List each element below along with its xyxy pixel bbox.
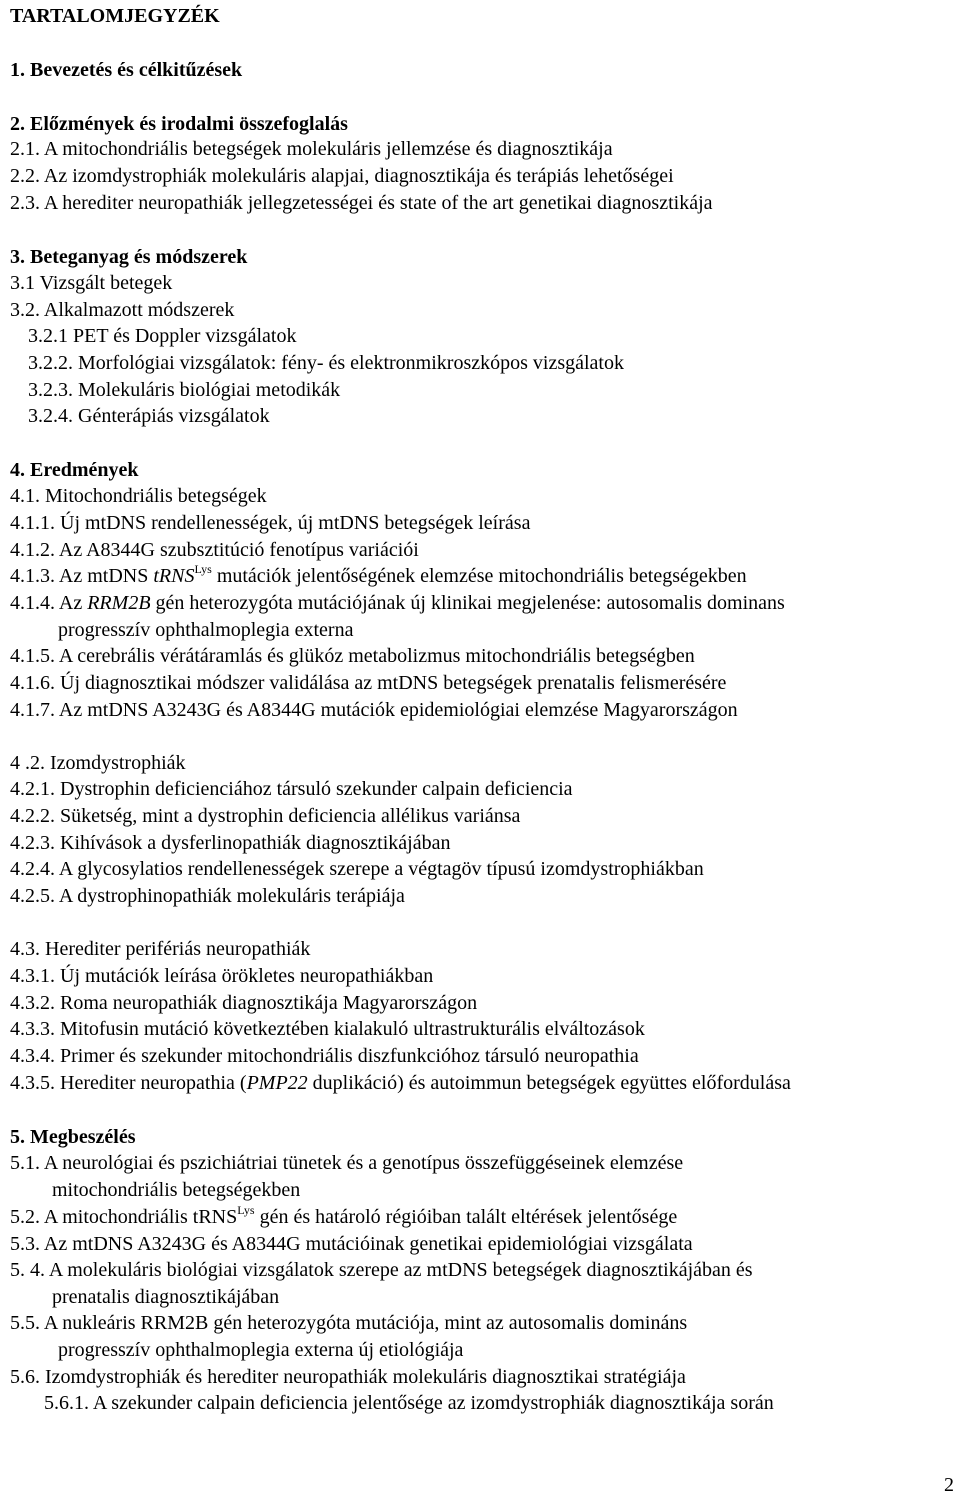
- toc-entry-4-1-3[interactable]: [10, 564, 747, 588]
- toc-entry-3-2[interactable]: 3.2. Alkalmazott módszerek: [10, 299, 235, 321]
- gene-name: tRNS: [153, 565, 195, 587]
- entry-text: 4.1.4. Az: [10, 592, 88, 614]
- toc-entry-4-1-7[interactable]: 4.1.7. Az mtDNS A3243G és A8344G mutációk epidemiológiai elemzése Magyarországon: [10, 699, 738, 721]
- toc-entry-3-2-2[interactable]: 3.2.2. Morfológiai vizsgálatok: fény- és elektronmikroszkópos vizsgálatok: [28, 352, 624, 374]
- toc-entry-3-2-1[interactable]: 3.2.1 PET és Doppler vizsgálatok: [28, 325, 297, 347]
- entry-text: duplikáció) és autoimmun betegségek együttes előfordulása: [307, 1072, 791, 1094]
- toc-entry-4-3-5[interactable]: [10, 1071, 791, 1095]
- toc-entry-5-3[interactable]: 5.3. Az mtDNS A3243G és A8344G mutációinak genetikai epidemiológiai vizsgálata: [10, 1233, 693, 1255]
- entry-text: 5.2. A mitochondriális tRNS: [10, 1206, 238, 1228]
- toc-entry-4[interactable]: 4. Eredmények: [10, 459, 139, 481]
- toc-entry-4-2-2[interactable]: 4.2.2. Süketség, mint a dystrophin deficiencia allélikus variánsa: [10, 805, 521, 827]
- toc-entry-3[interactable]: 3. Beteganyag és módszerek: [10, 246, 248, 268]
- toc-entry-4-3-4[interactable]: 4.3.4. Primer és szekunder mitochondriális diszfunkcióhoz társuló neuropathia: [10, 1045, 639, 1067]
- toc-entry-5-5[interactable]: 5.5. A nukleáris RRM2B gén heterozygóta mutációja, mint az autosomalis domináns: [10, 1312, 688, 1334]
- toc-entry-4-2-5[interactable]: 4.2.5. A dystrophinopathiák molekuláris terápiája: [10, 885, 405, 907]
- entry-text: gén heterozygóta mutációjának új klinikai megjelenése: autosomalis dominans: [150, 592, 785, 614]
- page-number: 2: [944, 1474, 954, 1496]
- toc-entry-3-2-4[interactable]: 3.2.4. Génterápiás vizsgálatok: [28, 405, 270, 427]
- toc-entry-4-1-2[interactable]: 4.1.2. Az A8344G szubsztitúció fenotípus variációi: [10, 539, 419, 561]
- toc-entry-4-3-2[interactable]: 4.3.2. Roma neuropathiák diagnosztikája Magyarországon: [10, 992, 478, 1014]
- toc-entry-4-1-1[interactable]: 4.1.1. Új mtDNS rendellenességek, új mtDNS betegségek leírása: [10, 512, 531, 534]
- toc-entry-4-1-4-cont[interactable]: progresszív ophthalmoplegia externa: [58, 619, 354, 641]
- toc-entry-5[interactable]: 5. Megbeszélés: [10, 1126, 136, 1148]
- toc-entry-4-3-1[interactable]: 4.3.1. Új mutációk leírása örökletes neuropathiákban: [10, 965, 434, 987]
- toc-entry-3-2-3[interactable]: 3.2.3. Molekuláris biológiai metodikák: [28, 379, 341, 401]
- toc-entry-1[interactable]: 1. Bevezetés és célkitűzések: [10, 59, 243, 81]
- gene-name: RRM2B: [87, 592, 151, 614]
- toc-entry-4-3[interactable]: 4.3. Herediter perifériás neuropathiák: [10, 938, 311, 960]
- entry-text: gén és határoló régióiban talált eltérések jelentősége: [254, 1206, 678, 1228]
- toc-entry-5-6[interactable]: 5.6. Izomdystrophiák és herediter neuropathiák molekuláris diagnosztikai stratégiája: [10, 1366, 686, 1388]
- toc-entry-5-5-cont[interactable]: progresszív ophthalmoplegia externa új etiológiája: [58, 1339, 464, 1361]
- entry-text: 4.3.5. Herediter neuropathia (: [10, 1072, 247, 1094]
- toc-entry-2-3[interactable]: 2.3. A herediter neuropathiák jellegzetességei és state of the art genetikai diagnosztikája: [10, 192, 713, 214]
- toc-entry-5-6-1[interactable]: 5.6.1. A szekunder calpain deficiencia jelentősége az izomdystrophiák diagnosztikája során: [44, 1392, 774, 1414]
- toc-entry-4-1-4[interactable]: [10, 591, 785, 615]
- toc-entry-4-2-1[interactable]: 4.2.1. Dystrophin deficienciához társuló szekunder calpain deficiencia: [10, 778, 573, 800]
- toc-entry-5-4[interactable]: 5. 4. A molekuláris biológiai vizsgálatok szerepe az mtDNS betegségek diagnosztikájában és: [10, 1259, 753, 1281]
- entry-text: mutációk jelentőségének elemzése mitochondriális betegségekben: [211, 565, 747, 587]
- toc-entry-5-1[interactable]: 5.1. A neurológiai és pszichiátriai tünetek és a genotípus összefüggéseinek elemzése: [10, 1152, 684, 1174]
- entry-text: 4.1.3. Az mtDNS: [10, 565, 154, 587]
- toc-entry-5-2[interactable]: [10, 1205, 677, 1229]
- toc-entry-4-3-3[interactable]: 4.3.3. Mitofusin mutáció következtében kialakuló ultrastrukturális elváltozások: [10, 1018, 645, 1040]
- toc-entry-4-2[interactable]: 4 .2. Izomdystrophiák: [10, 752, 186, 774]
- toc-entry-2[interactable]: 2. Előzmények és irodalmi összefoglalás: [10, 113, 348, 135]
- toc-entry-4-2-4[interactable]: 4.2.4. A glycosylatios rendellenességek szerepe a végtagöv típusú izomdystrophiákban: [10, 858, 704, 880]
- toc-entry-2-2[interactable]: 2.2. Az izomdystrophiák molekuláris alapjai, diagnosztikája és terápiás lehetőségei: [10, 165, 674, 187]
- toc-entry-4-1-6[interactable]: 4.1.6. Új diagnosztikai módszer validálása az mtDNS betegségek prenatalis felismerésére: [10, 672, 727, 694]
- gene-name: PMP22: [246, 1072, 308, 1094]
- toc-entry-2-1[interactable]: 2.1. A mitochondriális betegségek molekuláris jellemzése és diagnosztikája: [10, 138, 613, 160]
- superscript: Lys: [194, 562, 212, 576]
- toc-title: TARTALOMJEGYZÉK: [10, 5, 220, 27]
- toc-entry-5-4-cont[interactable]: prenatalis diagnosztikájában: [52, 1286, 280, 1308]
- toc-entry-4-2-3[interactable]: 4.2.3. Kihívások a dysferlinopathiák diagnosztikájában: [10, 832, 451, 854]
- superscript: Lys: [237, 1203, 255, 1217]
- toc-entry-5-1-cont[interactable]: mitochondriális betegségekben: [52, 1179, 301, 1201]
- toc-entry-4-1-5[interactable]: 4.1.5. A cerebrális vérátáramlás és glükóz metabolizmus mitochondriális betegségben: [10, 645, 695, 667]
- toc-entry-4-1[interactable]: 4.1. Mitochondriális betegségek: [10, 485, 267, 507]
- toc-entry-3-1[interactable]: 3.1 Vizsgált betegek: [10, 272, 173, 294]
